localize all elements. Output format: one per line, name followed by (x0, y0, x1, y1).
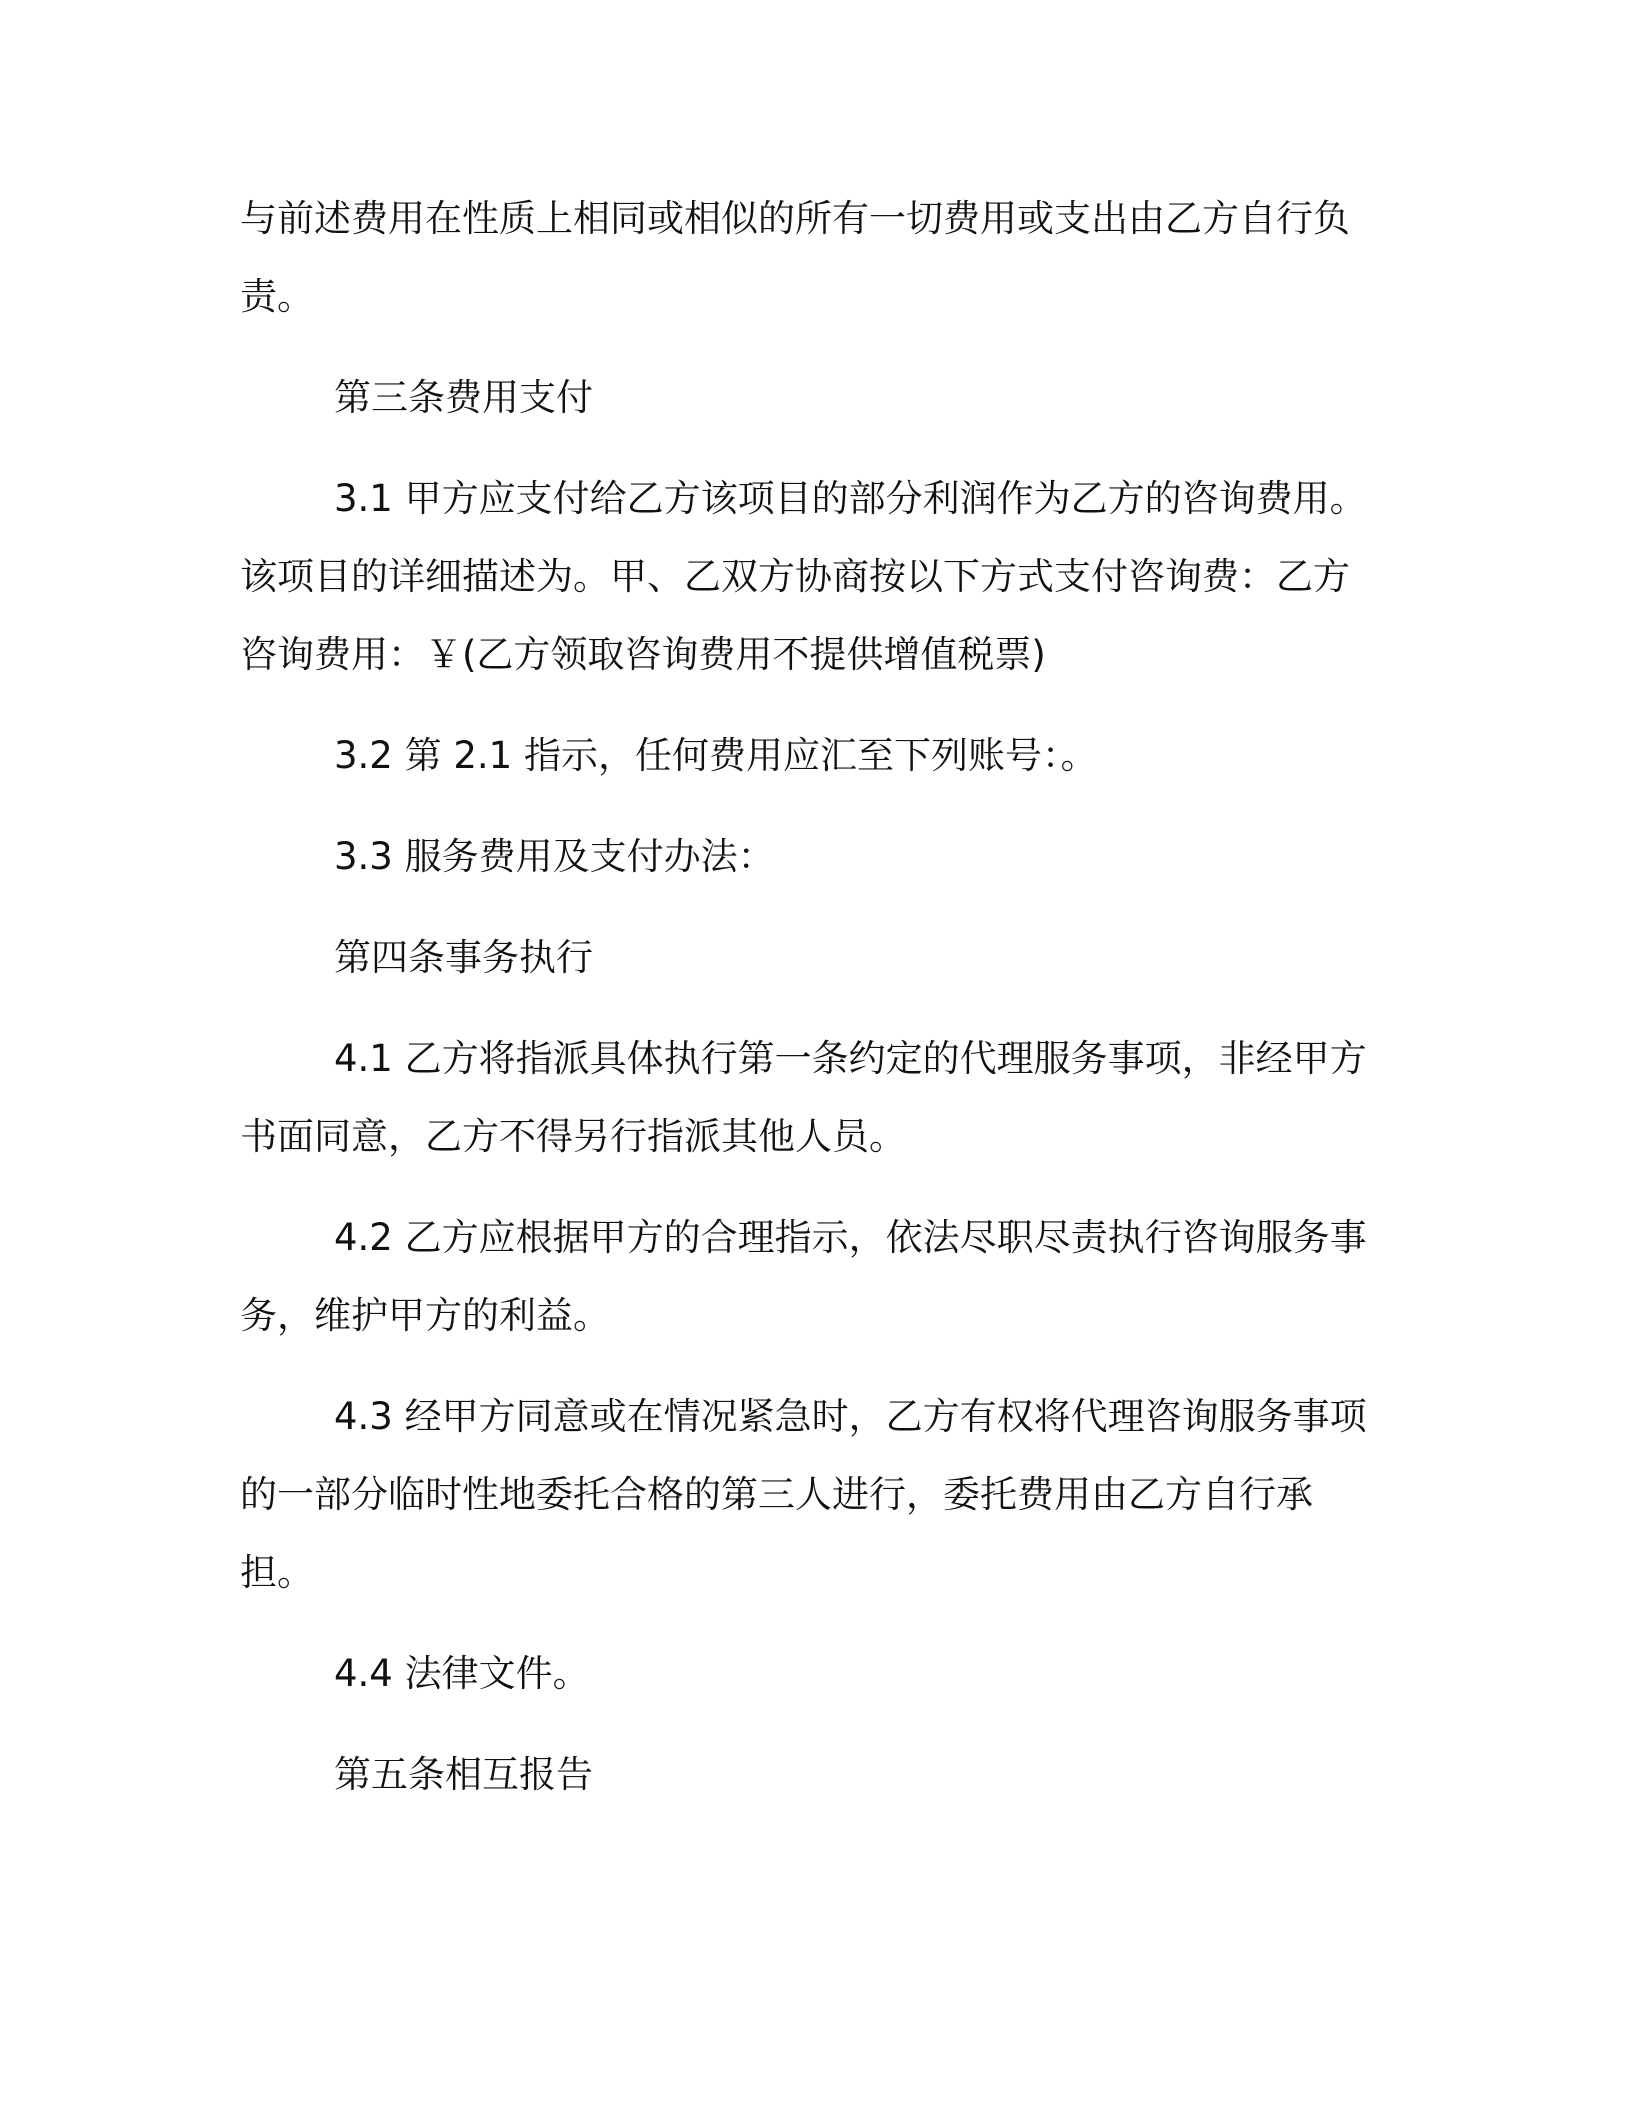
clause-4-2: 4.2 乙方应根据甲方的合理指示，依法尽职尽责执行咨询服务事务，维护甲方的利益。 (240, 1216, 1367, 1337)
article-3-heading: 第三条费用支付 (334, 376, 593, 419)
clause-4-4: 4.4 法律文件。 (334, 1652, 590, 1695)
clause-3-2: 3.2 第 2.1 指示，任何费用应汇至下列账号：。 (334, 734, 1098, 777)
clause-3-3: 3.3 服务费用及支付办法： (334, 835, 775, 878)
clause-4-3: 4.3 经甲方同意或在情况紧急时，乙方有权将代理咨询服务事项的一部分临时性地委托合格的第三人进行，委托费用由乙方自行承担。 (240, 1395, 1367, 1594)
paragraph-continuation: 与前述费用在性质上相同或相似的所有一切费用或支出由乙方自行负责。 (240, 197, 1350, 318)
article-4-heading: 第四条事务执行 (334, 936, 593, 979)
document-body (240, 180, 1380, 1837)
clause-4-1: 4.1 乙方将指派具体执行第一条约定的代理服务事项，非经甲方书面同意，乙方不得另行指派其他人员。 (240, 1037, 1367, 1158)
clause-3-1: 3.1 甲方应支付给乙方该项目的部分利润作为乙方的咨询费用。该项目的详细描述为。甲、乙双方协商按以下方式支付咨询费：乙方咨询费用：￥(乙方领取咨询费用不提供增值税票) (240, 477, 1367, 676)
article-5-heading: 第五条相互报告 (334, 1753, 593, 1796)
